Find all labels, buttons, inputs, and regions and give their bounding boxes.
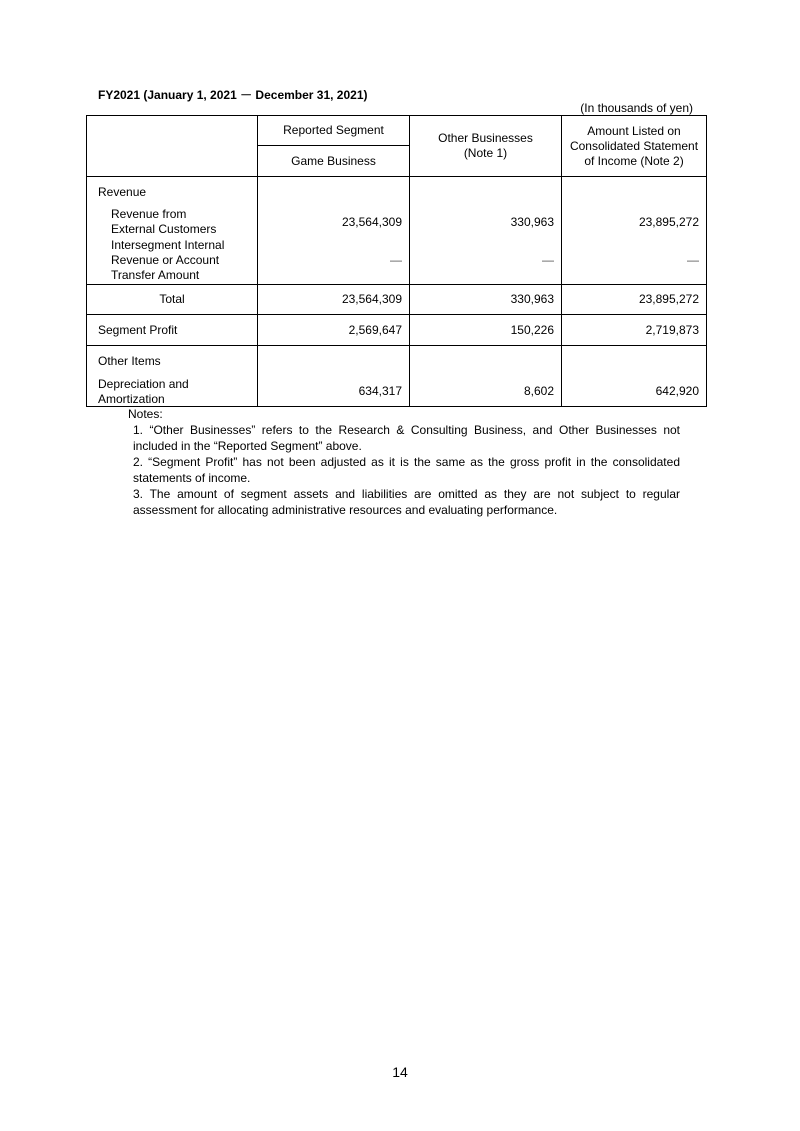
revenue-label-cell <box>87 177 258 285</box>
other-items-label: Other Items <box>98 354 161 368</box>
total-game: 23,564,309 <box>258 285 410 315</box>
unit-note: (In thousands of yen) <box>580 101 693 115</box>
revenue-external-game: 23,564,309 <box>341 215 402 229</box>
segment-profit-other: 150,226 <box>410 315 562 346</box>
note-item: 1. “Other Businesses” refers to the Research & Consulting Business, and Other Businesses not included in the “Reported Segment” above. <box>133 423 680 453</box>
header-game-business: Game Business <box>258 146 410 177</box>
segment-profit-game: 2,569,647 <box>258 315 410 346</box>
segment-profit-amount: 2,719,873 <box>562 315 707 346</box>
header-reported-segment: Reported Segment <box>258 116 410 146</box>
page-number: 14 <box>392 1064 408 1080</box>
revenue-intersegment-label: Intersegment Internal Revenue or Account Transfer Amount <box>111 238 225 282</box>
notes-heading: Notes: <box>128 407 163 421</box>
other-items-label-cell <box>87 346 258 407</box>
revenue-intersegment-amount: — <box>687 253 699 267</box>
depreciation-amount: 642,920 <box>655 384 699 398</box>
table-row-segment-profit <box>87 315 707 346</box>
revenue-external-label: Revenue from External Customers <box>111 207 217 236</box>
revenue-label: Revenue <box>98 185 147 199</box>
table-row-other-items <box>87 346 707 407</box>
revenue-other-cell <box>410 177 562 285</box>
note-item: 3. The amount of segment assets and liabilities are omitted as they are not subject to regular assessment for allocating administrative resources and evaluating performance. <box>133 487 680 517</box>
revenue-game-cell <box>258 177 410 285</box>
depreciation-amount-cell <box>562 346 707 407</box>
total-label: Total <box>87 285 258 315</box>
segment-profit-label: Segment Profit <box>87 315 258 346</box>
depreciation-other-cell <box>410 346 562 407</box>
segment-table <box>86 115 707 407</box>
note-item: 2. “Segment Profit” has not been adjusted as it is the same as the gross profit in the consolidated statements of income. <box>133 455 680 485</box>
section-title: FY2021 (January 1, 2021 － December 31, 2021) <box>98 88 368 102</box>
depreciation-other: 8,602 <box>523 384 554 398</box>
depreciation-game-cell <box>258 346 410 407</box>
depreciation-label: Depreciation and Amortization <box>98 377 189 406</box>
revenue-intersegment-game: — <box>390 253 402 267</box>
notes-section <box>128 406 680 518</box>
revenue-external-other: 330,963 <box>510 215 554 229</box>
revenue-external-amount: 23,895,272 <box>638 215 699 229</box>
total-amount: 23,895,272 <box>562 285 707 315</box>
header-other-businesses: Other Businesses (Note 1) <box>410 116 562 177</box>
total-other: 330,963 <box>410 285 562 315</box>
table-row-revenue <box>87 177 707 285</box>
depreciation-game: 634,317 <box>358 384 402 398</box>
revenue-intersegment-other: — <box>542 253 554 267</box>
header-empty-cell <box>87 116 258 177</box>
table-row-total <box>87 285 707 315</box>
header-amount-listed: Amount Listed on Consolidated Statement of Income (Note 2) <box>562 116 707 177</box>
revenue-amount-cell <box>562 177 707 285</box>
header-row-1 <box>87 116 707 146</box>
